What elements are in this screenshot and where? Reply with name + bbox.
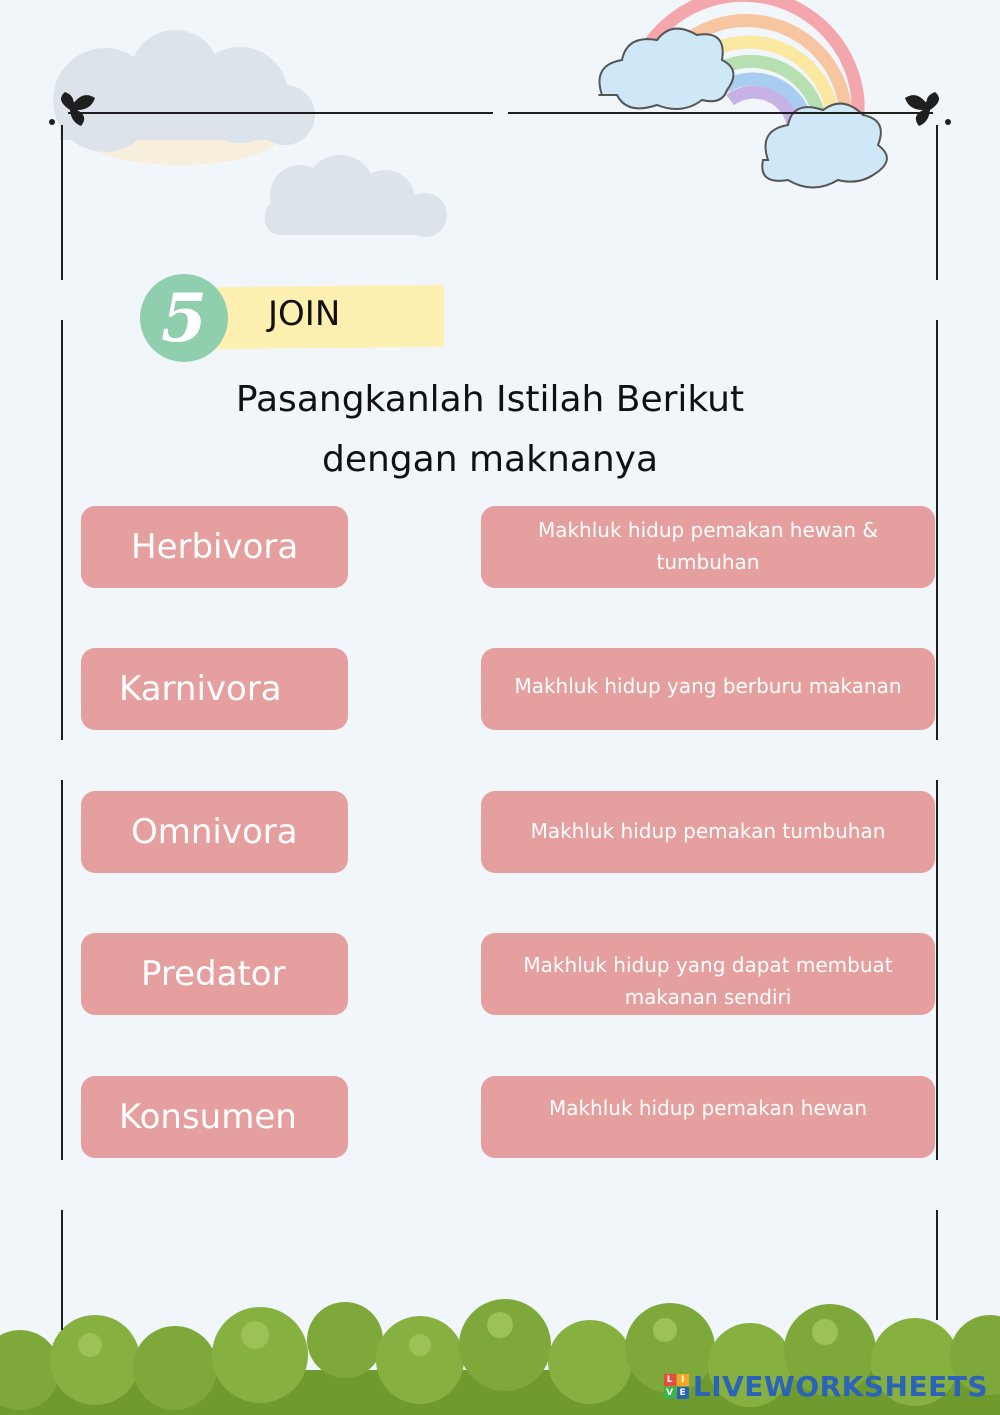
frame-left-4 — [61, 1210, 63, 1330]
frame-top-right — [508, 112, 933, 114]
frame-left-3 — [61, 780, 63, 1160]
frame-left-2 — [61, 320, 63, 740]
definition-card[interactable]: Makhluk hidup yang berburu makanan — [481, 648, 935, 730]
section-title: JOIN — [268, 294, 341, 334]
definition-card[interactable]: Makhluk hidup pemakan hewan & tumbuhan — [481, 506, 935, 588]
brand-logo-letter: V — [664, 1387, 676, 1399]
frame-top-left — [68, 112, 493, 114]
step-number-badge: 5 — [140, 274, 228, 362]
brand-logo-letter: I — [677, 1374, 689, 1386]
cloud-rainbow-right — [762, 104, 887, 188]
definition-card[interactable]: Makhluk hidup pemakan hewan — [481, 1076, 935, 1158]
liveworksheets-brand[interactable] — [664, 1370, 988, 1403]
frame-left — [61, 125, 63, 280]
frame-right — [936, 125, 938, 280]
cloud-rainbow-left — [599, 29, 733, 109]
frame-right-4 — [936, 1210, 938, 1320]
corner-ornament-right — [905, 92, 951, 126]
definition-card[interactable]: Makhluk hidup yang dapat membuat makanan sendiri — [481, 933, 935, 1015]
term-card[interactable]: Konsumen — [81, 1076, 348, 1158]
brand-logo-icon — [664, 1374, 689, 1399]
cloud-middle — [265, 155, 447, 237]
term-card[interactable]: Omnivora — [81, 791, 348, 873]
instruction-line-1: Pasangkanlah Istilah Berikut — [235, 379, 745, 420]
brand-logo-letter: E — [677, 1387, 689, 1399]
term-card[interactable]: Karnivora — [81, 648, 348, 730]
instruction-line-2: dengan maknanya — [321, 439, 659, 480]
definition-card[interactable]: Makhluk hidup pemakan tumbuhan — [481, 791, 935, 873]
frame-right-3 — [936, 780, 938, 1160]
term-card[interactable]: Predator — [81, 933, 348, 1015]
brand-name: LIVEWORKSHEETS — [692, 1370, 988, 1403]
brand-logo-letter: L — [664, 1374, 676, 1386]
frame-right-2 — [936, 320, 938, 740]
term-card[interactable]: Herbivora — [81, 506, 348, 588]
